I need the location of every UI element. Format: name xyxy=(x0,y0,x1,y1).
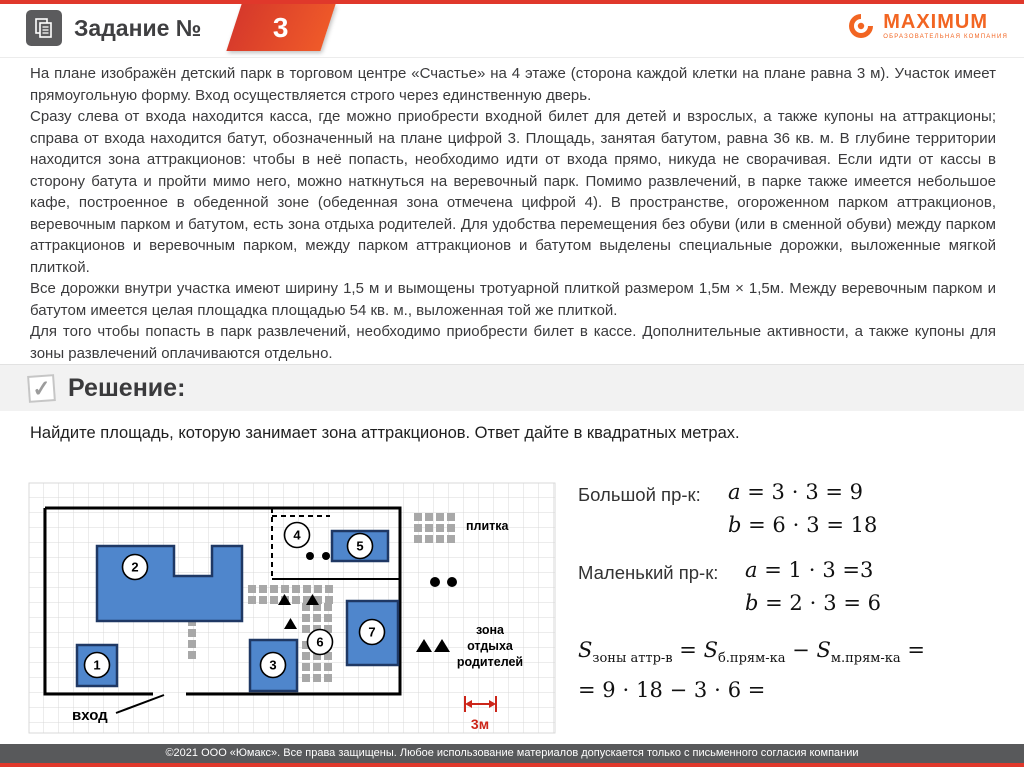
area-formula-line1: $S_{зоны аттр-в} = S_{б.прям-ка} - S_{м.прям-ка}$ = xyxy=(578,638,925,667)
tile-area-middle xyxy=(302,603,332,633)
plan-number-4: 4 xyxy=(293,527,301,543)
logo-name: MAXIMUM xyxy=(883,11,988,33)
plan-number-3: 3 xyxy=(269,657,277,673)
logo-text xyxy=(883,12,1008,40)
copyright-text: ©2021 ООО «Юмакс». Все права защищены. Любое использование материалов допускается только с письменного согласия компании xyxy=(165,747,859,759)
task-number: 3 xyxy=(273,11,289,43)
small-rectangle-row xyxy=(578,554,1014,620)
logo-swirl-icon xyxy=(846,11,876,41)
rest-zone-label-3: родителей xyxy=(456,655,524,669)
area-formula xyxy=(578,638,1014,702)
plan-number-1: 1 xyxy=(93,657,101,673)
park-plan-svg xyxy=(28,482,556,738)
task-paragraph: На плане изображён детский парк в торговом центре «Счастье» на 4 этаже (сторона каждой клетки на плане равна 3 м). Участок имеет прямоугольную форму. Вход осуществляется строго через единственную дверь. xyxy=(30,65,996,104)
plan-number-2: 2 xyxy=(131,559,139,575)
big-rectangle-row xyxy=(578,476,1014,542)
checkbox-icon: ✓ xyxy=(27,374,56,403)
task-paragraph: Все дорожки внутри участка имеют ширину 1,5 м и вымощены тротуарной плиткой размером 1,5м × 1,5м. Между веревочным парком и батутом имеется целая площадка площадью 54 кв. м., выложенная той же плиткой. xyxy=(30,280,996,319)
zone-attractions xyxy=(97,546,242,621)
big-rectangle-equations xyxy=(728,476,877,542)
plan-number-6: 6 xyxy=(316,634,324,650)
tile-legend-label: плитка xyxy=(466,519,509,533)
maximum-logo xyxy=(846,11,1008,41)
equation-small-b: b = 2 ⋅ 3 = 6 xyxy=(745,591,881,615)
logo-tagline: ОБРАЗОВАТЕЛЬНАЯ КОМПАНИЯ xyxy=(883,34,1008,40)
rest-zone-label-1: зона xyxy=(475,623,505,637)
question-text: Найдите площадь, которую занимает зона аттракционов. Ответ дайте в квадратных метрах. xyxy=(30,424,740,442)
equation-big-a: a = 3 ⋅ 3 = 9 xyxy=(728,480,864,504)
bottom-accent-line xyxy=(0,763,1024,767)
solution-heading: Решение: xyxy=(68,373,186,402)
task-paragraph: Сразу слева от входа находится касса, где можно приобрести входной билет для детей и взрослых, а также купоны на аттракционы; справа от входа находится батут, обозначенный на плане цифрой 3. Площадь, занятая батутом, равна 36 кв. м. В глубине территории находится зона аттракционов: чтобы в неё попасть, необходимо идти от входа прямо, никуда не сворачивая. Если идти от кассы в сторону батута и пройти мимо него, можно наткнуться на веревочный парк. Помимо развлечений, в парке также имеется небольшое кафе, построенное в обеденной зоне (обеденная зона отмечена цифрой 4). В пространстве, огороженном парком аттракционов, веревочным парком и батутом, есть зона отдыха родителей. Для удобства перемещения без обуви (или в сменной обуви) между парком аттракционов и веревочным парком, между парком аттракционов и батутом выделены специальные дорожки, выложенные мягкой плиткой. xyxy=(30,108,996,276)
task-paragraph: Для того чтобы попасть в парк развлечений, необходимо приобрести билет в кассе. Дополнительные активности, а также купоны для зоны развлечений оплачиваются отдельно. xyxy=(30,323,996,362)
plan-number-5: 5 xyxy=(356,538,364,554)
task-description xyxy=(30,63,996,364)
scale-label: 3м xyxy=(470,716,490,732)
small-rectangle-equations xyxy=(745,554,881,620)
task-label: Задание № xyxy=(74,15,202,41)
top-accent-line xyxy=(0,0,1024,4)
equation-big-b: b = 6 ⋅ 3 = 18 xyxy=(728,513,878,537)
header xyxy=(0,4,1024,58)
task-number-badge xyxy=(226,4,335,51)
equation-small-a: a = 1 ⋅ 3 =3 xyxy=(745,558,874,582)
rest-zone-label-2: отдыха xyxy=(467,639,513,653)
small-rectangle-label: Маленький пр-к: xyxy=(578,562,719,583)
solution-band xyxy=(0,364,1024,411)
area-formula-line2: = 9 ⋅ 18 − 3 ⋅ 6 = xyxy=(578,678,766,703)
footer xyxy=(0,744,1024,763)
documents-icon xyxy=(26,10,62,46)
plan-number-7: 7 xyxy=(368,624,376,640)
big-rectangle-label: Большой пр-к: xyxy=(578,484,701,505)
entrance-label: вход xyxy=(72,707,108,724)
documents-icon-glyph xyxy=(33,17,55,39)
park-plan xyxy=(28,482,556,738)
solution-math xyxy=(578,476,1014,702)
